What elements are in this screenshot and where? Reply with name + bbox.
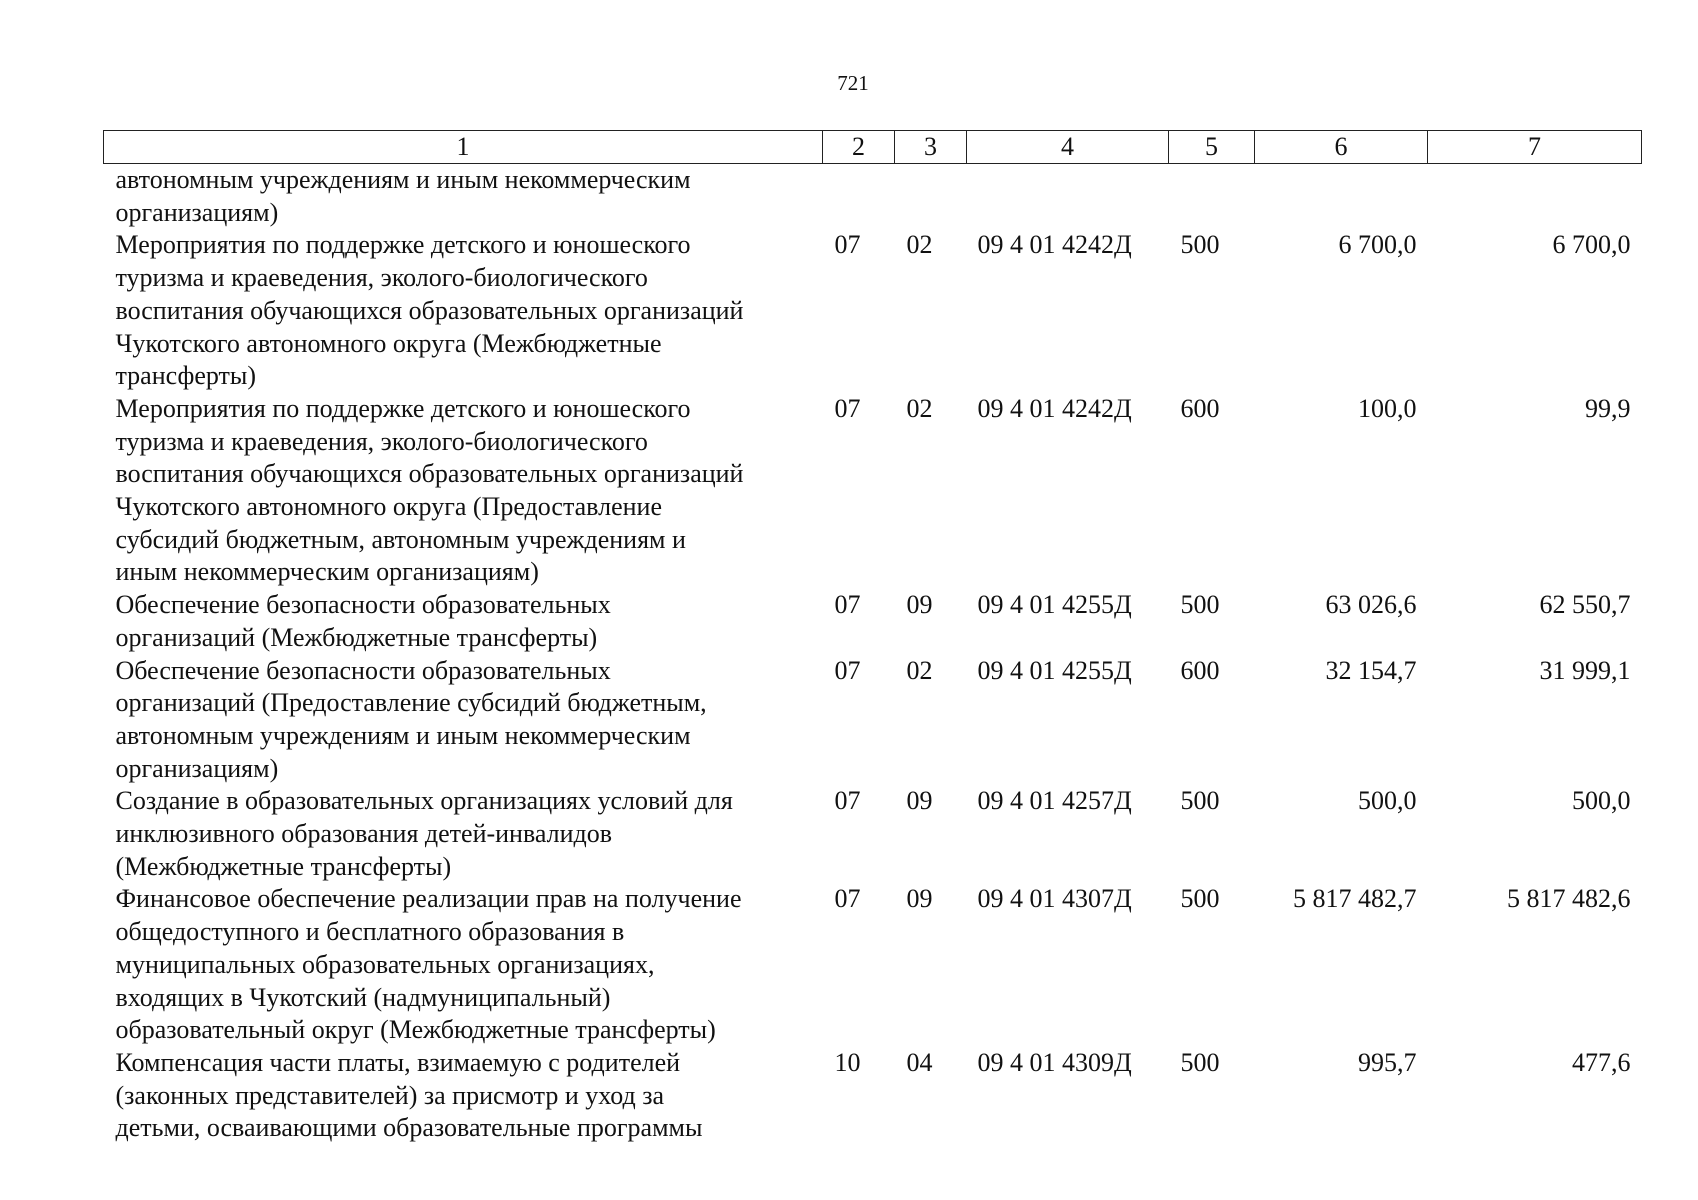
target-article-code: 09 4 01 4242Д	[977, 230, 1132, 260]
executed-amount	[1428, 164, 1642, 230]
description-line: Обеспечение безопасности образовательных	[115, 590, 611, 620]
section-code: 10	[834, 1047, 861, 1077]
description-line: (Межбюджетные трансферты)	[115, 851, 452, 881]
table-row	[104, 229, 1642, 393]
planned-amount: 500,0	[1358, 786, 1417, 816]
column-header: 2	[823, 131, 895, 164]
executed-amount: 62 550,7	[1539, 590, 1631, 620]
table-body	[104, 164, 1642, 1146]
description-line: туризма и краеведения, эколого-биологического	[115, 426, 648, 456]
description-line: образовательный округ (Межбюджетные трансферты)	[115, 1015, 716, 1045]
column-header: 5	[1169, 131, 1255, 164]
target-article-code: 09 4 01 4255Д	[977, 590, 1132, 620]
description-line: детьми, осваивающими образовательные программы	[115, 1113, 703, 1143]
planned-amount: 5 817 482,7	[1293, 884, 1417, 914]
description-line: входящих в Чукотский (надмуниципальный)	[115, 982, 611, 1012]
description-line: организаций (Предоставление субсидий бюджетным,	[115, 688, 707, 718]
planned-amount	[1255, 164, 1428, 230]
description-line: общедоступного и бесплатного образования в	[115, 917, 625, 947]
description-line: иным некоммерческим организациям)	[115, 557, 539, 587]
section-code: 07	[834, 884, 861, 914]
budget-table	[103, 130, 1642, 1145]
description-line: субсидий бюджетным, автономным учреждениям и	[115, 524, 686, 554]
planned-amount: 32 154,7	[1325, 655, 1417, 685]
description-line: Чукотского автономного округа (Межбюджетные	[115, 328, 662, 358]
expense-type-code: 500	[1180, 230, 1220, 260]
table-row	[104, 589, 1642, 654]
description-line: Чукотского автономного округа (Предоставление	[115, 492, 662, 522]
table-row	[104, 1047, 1642, 1145]
description-line: трансферты)	[115, 361, 257, 391]
executed-amount: 6 700,0	[1552, 230, 1631, 260]
column-header: 6	[1255, 131, 1428, 164]
subsection-code: 09	[906, 884, 933, 914]
target-article-code: 09 4 01 4255Д	[977, 655, 1132, 685]
expense-type-code: 500	[1180, 1047, 1220, 1077]
column-header: 7	[1428, 131, 1642, 164]
description-line: туризма и краеведения, эколого-биологического	[115, 263, 648, 293]
subsection-code: 09	[906, 590, 933, 620]
subsection-code	[895, 164, 967, 230]
row-description	[104, 164, 823, 230]
description-line: Создание в образовательных организациях условий для	[115, 786, 733, 816]
description-line: организациям)	[115, 197, 279, 227]
table-row	[104, 785, 1642, 883]
target-article-code: 09 4 01 4307Д	[977, 884, 1132, 914]
description-line: автономным учреждениям и иным некоммерческим	[115, 720, 691, 750]
target-article-code: 09 4 01 4309Д	[977, 1047, 1132, 1077]
planned-amount: 6 700,0	[1338, 230, 1417, 260]
executed-amount: 31 999,1	[1539, 655, 1631, 685]
target-article-code	[967, 164, 1169, 230]
expense-type-code: 500	[1180, 786, 1220, 816]
description-line: Мероприятия по поддержке детского и юношеского	[115, 230, 691, 260]
subsection-code: 02	[906, 393, 933, 423]
executed-amount: 99,9	[1585, 393, 1631, 423]
planned-amount: 100,0	[1358, 393, 1417, 423]
section-code: 07	[834, 786, 861, 816]
description-line: Компенсация части платы, взимаемую с родителей	[115, 1047, 681, 1077]
expense-type-code: 600	[1180, 655, 1220, 685]
table-row	[104, 883, 1642, 1047]
row-description	[104, 655, 823, 786]
table-row	[104, 393, 1642, 589]
planned-amount: 63 026,6	[1325, 590, 1417, 620]
subsection-code: 02	[906, 230, 933, 260]
executed-amount: 500,0	[1572, 786, 1631, 816]
target-article-code: 09 4 01 4242Д	[977, 393, 1132, 423]
subsection-code: 09	[906, 786, 933, 816]
row-description	[104, 1047, 823, 1145]
target-article-code: 09 4 01 4257Д	[977, 786, 1132, 816]
description-line: организациям)	[115, 753, 279, 783]
description-line: муниципальных образовательных организациях,	[115, 949, 655, 979]
table-row	[104, 164, 1642, 230]
expense-type-code: 600	[1180, 393, 1220, 423]
column-header: 4	[967, 131, 1169, 164]
header-row	[104, 131, 1642, 164]
table-row	[104, 655, 1642, 786]
column-header: 1	[104, 131, 823, 164]
planned-amount: 995,7	[1358, 1047, 1417, 1077]
description-line: Обеспечение безопасности образовательных	[115, 655, 611, 685]
subsection-code: 04	[906, 1047, 933, 1077]
section-code	[823, 164, 895, 230]
description-line: (законных представителей) за присмотр и уход за	[115, 1080, 665, 1110]
section-code: 07	[834, 590, 861, 620]
expense-type-code: 500	[1180, 590, 1220, 620]
subsection-code: 02	[906, 655, 933, 685]
section-code: 07	[834, 655, 861, 685]
row-description	[104, 785, 823, 883]
expense-type-code	[1169, 164, 1255, 230]
description-line: Финансовое обеспечение реализации прав на получение	[115, 884, 742, 914]
row-description	[104, 883, 823, 1047]
description-line: воспитания обучающихся образовательных организаций	[115, 459, 744, 489]
description-line: организаций (Межбюджетные трансферты)	[115, 622, 598, 652]
description-line: инклюзивного образования детей-инвалидов	[115, 819, 613, 849]
executed-amount: 5 817 482,6	[1507, 884, 1631, 914]
executed-amount: 477,6	[1572, 1047, 1631, 1077]
row-description	[104, 393, 823, 589]
description-line: автономным учреждениям и иным некоммерческим	[115, 165, 691, 194]
section-code: 07	[834, 230, 861, 260]
expense-type-code: 500	[1180, 884, 1220, 914]
description-line: Мероприятия по поддержке детского и юношеского	[115, 393, 691, 423]
page-number: 721	[837, 71, 869, 95]
table-header	[104, 131, 1642, 164]
row-description	[104, 589, 823, 654]
section-code: 07	[834, 393, 861, 423]
description-line: воспитания обучающихся образовательных организаций	[115, 295, 744, 325]
column-header: 3	[895, 131, 967, 164]
row-description	[104, 229, 823, 393]
